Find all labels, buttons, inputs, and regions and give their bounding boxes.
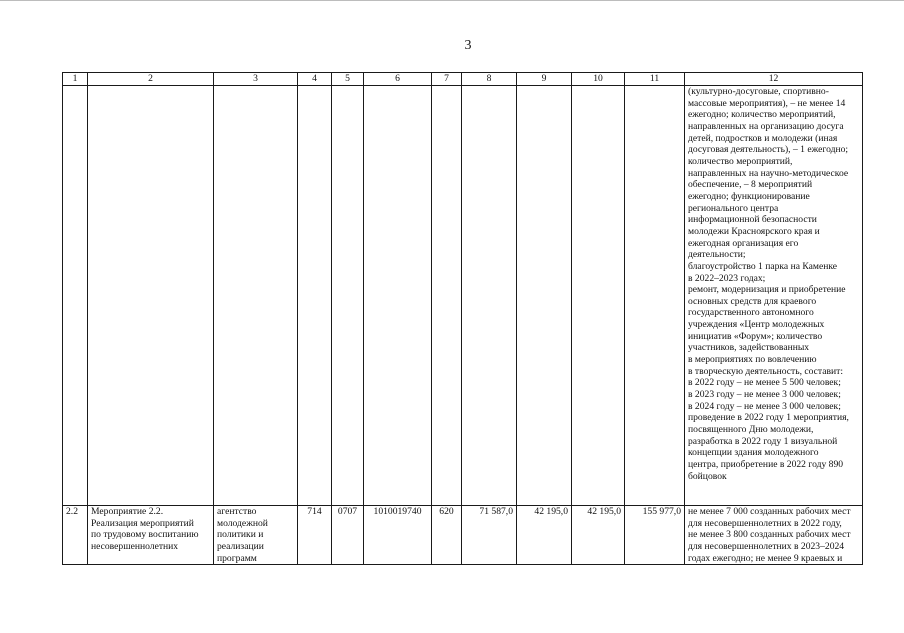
- measure-number: 2.2: [63, 506, 88, 565]
- amount-2024: 42 195,0: [572, 506, 625, 565]
- table-cell: [432, 86, 462, 506]
- page-number: 3: [464, 38, 472, 53]
- column-number: 3: [214, 73, 298, 86]
- program-measures-table: [62, 72, 863, 565]
- column-number: 6: [364, 73, 432, 86]
- column-number: 9: [517, 73, 572, 86]
- amount-2023: 42 195,0: [517, 506, 572, 565]
- column-number: 10: [572, 73, 625, 86]
- column-number: 11: [625, 73, 685, 86]
- column-number: 12: [685, 73, 863, 86]
- column-number: 5: [332, 73, 364, 86]
- table-cell: [214, 86, 298, 506]
- table-cell: [625, 86, 685, 506]
- table-cell: [462, 86, 517, 506]
- amount-2022: 71 587,0: [462, 506, 517, 565]
- page-top-edge: [0, 0, 904, 1]
- rzpr-code: 0707: [332, 506, 364, 565]
- column-number: 4: [298, 73, 332, 86]
- column-number-row: [63, 73, 863, 86]
- table-cell: [517, 86, 572, 506]
- column-number: 7: [432, 73, 462, 86]
- expected-results-text: (культурно-досуговые, спортивно- массовые мероприятия), – не менее 14 ежегодно; количество мероприятий, направленных на организацию досуга детей, подростков и молодежи (иная досуговая деятельность), – 1 ежегодно; количество мероприятий, направленных на научно-методическое обеспечение, – 8 мероприятий ежегодно; функционирование регионального центра информационной безопасности молодежи Красноярского края и ежегодная организация его деятельности; благоустройство 1 парка на Каменке в 2022–2023 годах; ремонт, модернизация и приобретение основных средств для краевого государственного автономного учреждения «Центр молодежных инициатив «Форум»; количество участников, задействованных в мероприятиях по вовлечению в творческую деятельность, составит: в 2022 году – не менее 5 500 человек; в 2023 году – не менее 3 000 человек; в 2024 году – не менее 3 000 человек; проведение в 2022 году 1 мероприятия, посвященного Дню молодежи, разработка в 2022 году 1 визуальной концепции здания молодежного центра, приобретение в 2022 году 890 бойцовок: [688, 86, 849, 482]
- vr-code: 620: [432, 506, 462, 565]
- table-cell: [298, 86, 332, 506]
- column-number: 1: [63, 73, 88, 86]
- table-cell: [572, 86, 625, 506]
- table-cell: [63, 86, 88, 506]
- measure-name: Мероприятие 2.2. Реализация мероприятий по трудовому воспитанию несовершеннолетних: [88, 506, 214, 565]
- expected-results-cell: [685, 86, 863, 506]
- column-number: 2: [88, 73, 214, 86]
- table-row-2-2: [63, 506, 863, 565]
- table-cell: [88, 86, 214, 506]
- csr-code: 1010019740: [364, 506, 432, 565]
- table-cell: [332, 86, 364, 506]
- table-cell: [364, 86, 432, 506]
- grbs-code: 714: [298, 506, 332, 565]
- column-number: 8: [462, 73, 517, 86]
- amount-total: 155 977,0: [625, 506, 685, 565]
- measure-executor: агентство молодежной политики и реализации программ: [214, 506, 298, 565]
- measure-result: не менее 7 000 созданных рабочих мест для несовершеннолетних в 2022 году, не менее 3 800 созданных рабочих мест для несовершеннолетних в 2023–2024 годах ежегодно; не менее 9 краевых и: [685, 506, 863, 565]
- table-row-continuation: [63, 86, 863, 506]
